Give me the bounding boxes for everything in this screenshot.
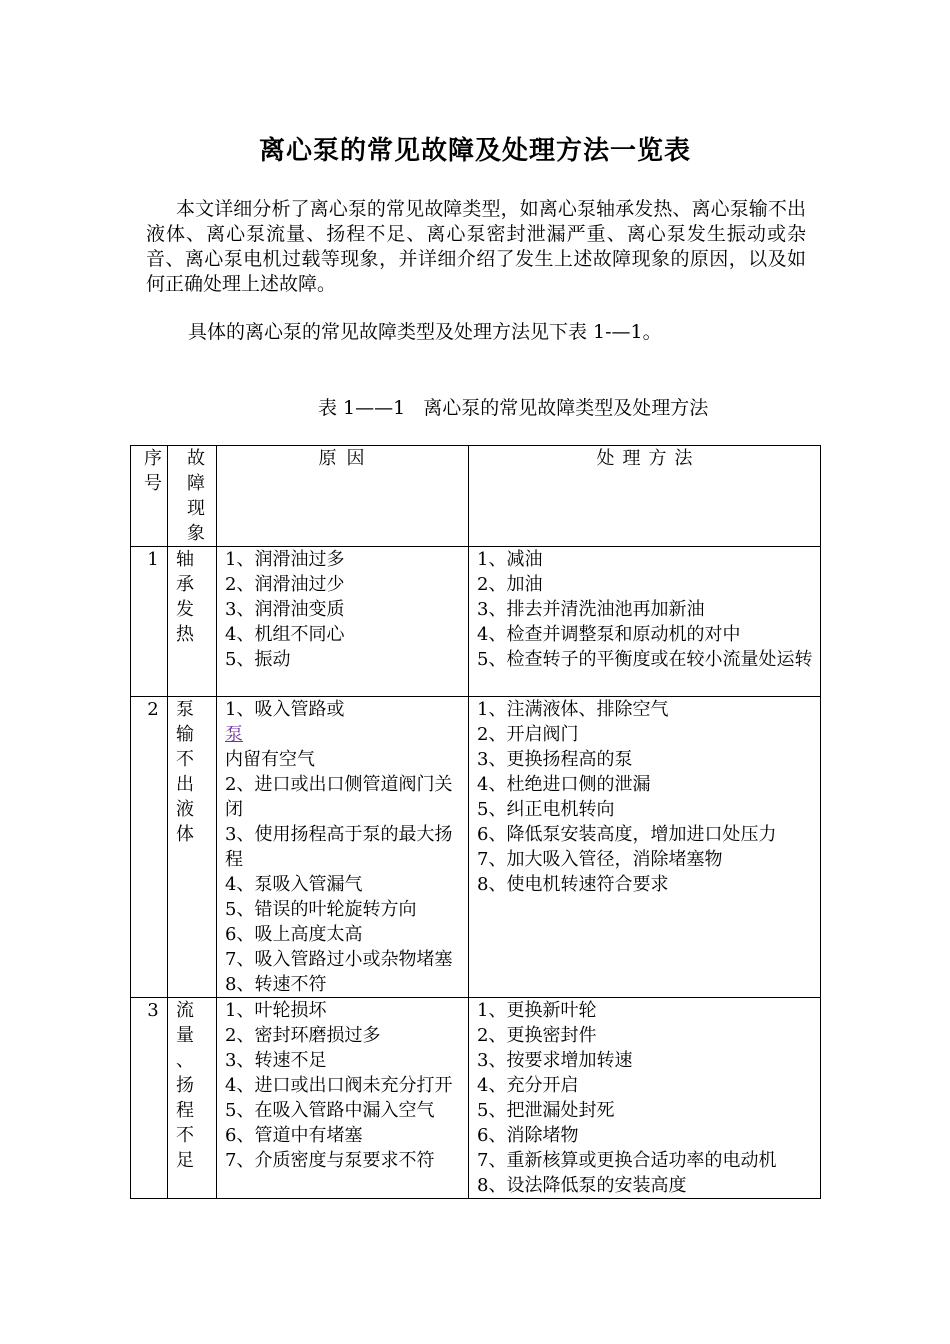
- fix-item: 6、消除堵物: [477, 1125, 579, 1146]
- fix-item: 4、充分开启: [477, 1075, 579, 1096]
- pump-link[interactable]: 泵: [225, 724, 243, 745]
- row-fixes: [469, 998, 821, 1199]
- fix-item: 5、检查转子的平衡度或在较小流量处运转: [477, 649, 813, 670]
- fix-item: 4、杜绝进口侧的泄漏: [477, 774, 651, 795]
- symptom-char: 量: [176, 1025, 194, 1046]
- symptom-char: 不: [176, 749, 194, 770]
- fix-item: 6、降低泵安装高度，增加进口处压力: [477, 824, 777, 845]
- cause-item: 3、润滑油变质: [225, 599, 345, 620]
- header-symptom-char: 现: [187, 498, 205, 519]
- fix-item: 7、重新核算或更换合适功率的电动机: [477, 1150, 777, 1171]
- row-fixes: [469, 547, 821, 697]
- symptom-char: 体: [176, 824, 194, 845]
- row-number: 3: [131, 998, 168, 1199]
- cause-item: 6、管道中有堵塞: [225, 1125, 363, 1146]
- header-symptom-char: 象: [187, 523, 205, 544]
- cause-text: 1、吸入管路或: [225, 699, 345, 720]
- fault-table: [130, 445, 821, 1199]
- symptom-char: 发: [176, 599, 194, 620]
- cause-item: 4、进口或出口阀未充分打开: [225, 1075, 453, 1096]
- row-causes: [217, 998, 469, 1199]
- cause-item: 3、转速不足: [225, 1050, 327, 1071]
- symptom-char: 、: [176, 1050, 194, 1071]
- intro-paragraph: 本文详细分析了离心泵的常见故障类型，如离心泵轴承发热、离心泵输不出液体、离心泵流量、扬程不足、离心泵密封泄漏严重、离心泵发生振动或杂音、离心泵电机过载等现象，并详细介绍了发生上述故障现象的原因，以及如何正确处理上述故障。: [146, 198, 806, 295]
- fix-item: 1、注满液体、排除空气: [477, 699, 669, 720]
- table-caption: [318, 396, 708, 421]
- cause-item: 5、在吸入管路中漏入空气: [225, 1100, 435, 1121]
- fix-item: 8、使电机转速符合要求: [477, 874, 669, 895]
- cause-text: 内留有空气: [225, 749, 315, 770]
- cause-item: 1、叶轮损坏: [225, 1000, 327, 1021]
- row-number: 1: [131, 547, 168, 697]
- cause-item: 4、机组不同心: [225, 624, 345, 645]
- table-row: [131, 547, 821, 697]
- row-symptom: [168, 697, 217, 998]
- table-row: [131, 998, 821, 1199]
- cause-item: 4、泵吸入管漏气: [225, 874, 363, 895]
- symptom-char: 输: [176, 724, 194, 745]
- fix-item: 4、检查并调整泵和原动机的对中: [477, 624, 741, 645]
- cause-item: 1、润滑油过多: [225, 549, 345, 570]
- cause-item: [225, 697, 468, 772]
- symptom-char: 程: [176, 1100, 194, 1121]
- cause-item: 6、吸上高度太高: [225, 924, 363, 945]
- table-reference-paragraph: 具体的离心泵的常见故障类型及处理方法见下表 1-—1。: [188, 321, 662, 343]
- cause-item: 7、吸入管路过小或杂物堵塞: [225, 949, 453, 970]
- header-no-char: 序: [144, 448, 162, 469]
- symptom-char: 承: [176, 574, 194, 595]
- header-no-char: 号: [144, 473, 162, 494]
- caption-number: 表 1——1: [318, 397, 406, 419]
- symptom-char: 扬: [176, 1075, 194, 1096]
- fix-item: 2、开启阀门: [477, 724, 579, 745]
- cause-item: 2、润滑油过少: [225, 574, 345, 595]
- document-title: 离心泵的常见故障及处理方法一览表: [258, 136, 691, 166]
- symptom-char: 足: [176, 1150, 194, 1171]
- header-no: [131, 446, 168, 547]
- fix-item: 7、加大吸入管径，消除堵塞物: [477, 849, 723, 870]
- caption-title: 离心泵的常见故障类型及处理方法: [423, 397, 709, 419]
- fix-item: 3、更换扬程高的泵: [477, 749, 633, 770]
- header-symptom-char: 故: [187, 448, 205, 469]
- symptom-char: 不: [176, 1125, 194, 1146]
- header-symptom: [168, 446, 217, 547]
- symptom-char: 泵: [176, 699, 194, 720]
- table-row: [131, 697, 821, 998]
- symptom-char: 流: [176, 1000, 194, 1021]
- cause-item: 3、使用扬程高于泵的最大扬程: [225, 824, 453, 870]
- fix-item: 1、更换新叶轮: [477, 1000, 597, 1021]
- cause-item: 5、振动: [225, 649, 291, 670]
- header-cause: 原因: [217, 446, 469, 547]
- row-causes: [217, 697, 469, 998]
- fix-item: 1、减油: [477, 549, 543, 570]
- row-symptom: [168, 547, 217, 697]
- cause-item: 7、介质密度与泵要求不符: [225, 1150, 435, 1171]
- fix-item: 2、加油: [477, 574, 543, 595]
- symptom-char: 轴: [176, 549, 194, 570]
- fix-item: 2、更换密封件: [477, 1025, 597, 1046]
- fix-item: 3、按要求增加转速: [477, 1050, 633, 1071]
- fix-item: 5、把泄漏处封死: [477, 1100, 615, 1121]
- symptom-char: 热: [176, 624, 194, 645]
- row-causes: [217, 547, 469, 697]
- cause-item: 8、转速不符: [225, 974, 327, 995]
- header-fix: 处理方法: [469, 446, 821, 547]
- symptom-char: 液: [176, 799, 194, 820]
- header-symptom-char: 障: [187, 473, 205, 494]
- row-fixes: [469, 697, 821, 998]
- row-number: 2: [131, 697, 168, 998]
- fix-item: 8、设法降低泵的安装高度: [477, 1175, 687, 1196]
- cause-item: 5、错误的叶轮旋转方向: [225, 899, 417, 920]
- cause-item: 2、密封环磨损过多: [225, 1025, 381, 1046]
- table-header-row: [131, 446, 821, 547]
- symptom-char: 出: [176, 774, 194, 795]
- row-symptom: [168, 998, 217, 1199]
- fix-item: 3、排去并清洗油池再加新油: [477, 599, 705, 620]
- cause-item: 2、进口或出口侧管道阀门关闭: [225, 774, 453, 820]
- fix-item: 5、纠正电机转向: [477, 799, 615, 820]
